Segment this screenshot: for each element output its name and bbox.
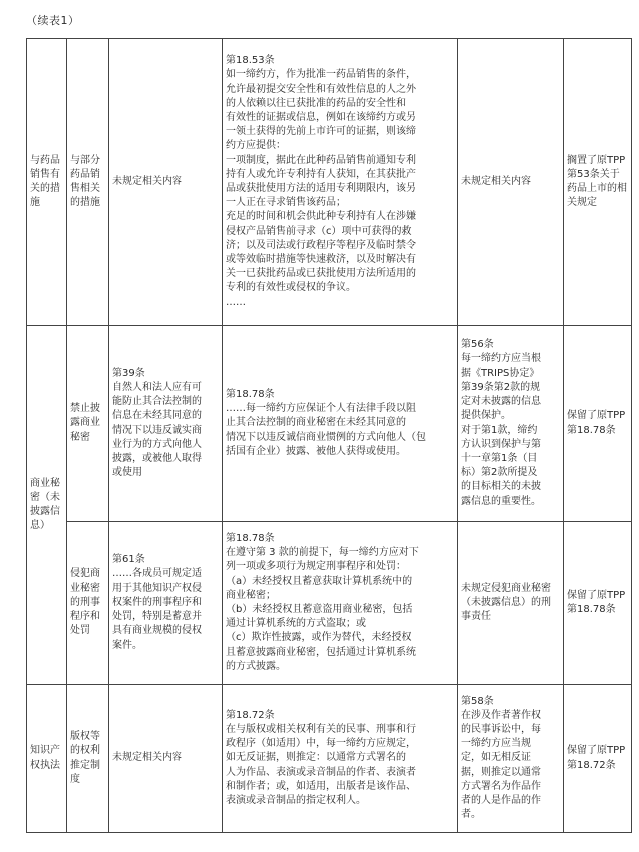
trips-cell — [109, 39, 223, 326]
note-cell — [564, 685, 632, 833]
cptpp-text: 第56条 每一缔约方应当根 据《TRIPS协定》 第39条第2款的规 定对未披露的信息 提供保护。 对于第1款，缔约 方认识到保护与第 十一章第1条（目 标）第2款所提及 的目标相关的未披 露信息的重要性。 — [461, 339, 541, 507]
category-cell — [27, 39, 67, 326]
subcategory-label: 版权等的权利推定制度 — [70, 731, 100, 785]
note-cell — [564, 39, 632, 326]
category-cell — [27, 326, 67, 685]
subcategory-label: 禁止披露商业秘密 — [70, 403, 100, 443]
table-row-trade-secret-disclosure — [27, 326, 632, 522]
trips-cell — [109, 522, 223, 685]
category-label: 商业秘密（未披露信息） — [30, 477, 60, 532]
cptpp-text: 未规定相关内容 — [461, 175, 531, 187]
subcategory-cell — [67, 39, 109, 326]
cptpp-text: 第58条 在涉及作者著作权 的民事诉讼中，每 一缔约方应当规 定，如无相反证 据，则推定以通常 方式署名为作品作 者的人是作品的作 者。 — [461, 695, 541, 821]
trips-text: 未规定相关内容 — [112, 752, 182, 764]
note-text: 保留了原TPP第18.72条 — [567, 745, 626, 771]
category-cell — [27, 685, 67, 833]
table-caption: （续表1） — [26, 14, 80, 27]
tpp-text: 第18.72条 在与版权或相关权利有关的民事、刑事和行 政程序（如适用）中，每一缔约方应规定， 如无反证据，则推定：以通常方式署名的 人为作品、表演或录音制品的作者、表演者 和制作者；或，如适用，出版者是该作品、 表演或录音制品的指定权利人。 — [226, 709, 416, 806]
tpp-cell — [223, 685, 458, 833]
trips-text: 第39条 自然人和法人应有可 能防止其合法控制的 信息在未经其同意的 情况下以违反诚实商 业行为的方式向他人 披露，或被他人取得 或使用 — [112, 367, 202, 479]
note-text: 保留了原TPP第18.78条 — [567, 410, 626, 436]
note-text: 保留了原TPP第18.78条 — [567, 589, 626, 615]
table-row-ip-enforcement — [27, 685, 632, 833]
note-text: 搁置了原TPP第53条关于药品上市的相关规定 — [567, 154, 627, 209]
comparison-table — [26, 38, 632, 833]
subcategory-cell — [67, 326, 109, 522]
trips-cell — [109, 685, 223, 833]
subcategory-cell — [67, 685, 109, 833]
category-label: 知识产权执法 — [30, 745, 60, 771]
note-cell — [564, 326, 632, 522]
cptpp-cell — [458, 685, 564, 833]
cptpp-text: 未规定侵犯商业秘密（未披露信息）的刑事责任 — [461, 582, 551, 623]
subcategory-label: 与部分药品销售相关的措施 — [70, 154, 100, 209]
tpp-cell — [223, 522, 458, 685]
cptpp-cell — [458, 522, 564, 685]
table-row-trade-secret-criminal — [27, 522, 632, 685]
tpp-text: 第18.53条 如一缔约方，作为批准一药品销售的条件， 允许最初提交安全性和有效性信息的人之外 的人依赖以往已获批准的药品的安全性和 有效性的证据或信息，例如在该缔约方或另 一领土获得的先前上市许可的证据，则该缔 约方应提供： 一项制度，据此在此种药品销售前通知专利 持有人或允许专利持有人获知，在其获批产 品或获批使用方法的适用专利期限内，该另 一人正在寻求销售该药品； 充足的时间和机会供此种专利持有人在涉嫌 侵权产品销售前寻求（c）项中可获得的救 济；以及司法或行政程序等程序及临时禁令 或等效临时措施等快速救济，以及时解决有 关一已获批药品或已获批使用方法所适用的 专利的有效性或侵权的争议。 …… — [226, 55, 416, 308]
tpp-cell — [223, 39, 458, 326]
trips-text: 第61条 ……各成员可规定适 用于其他知识产权侵 权案件的刑事程序和 处罚，特别是蓄意并 具有商业规模的侵权 案件。 — [112, 554, 202, 651]
cptpp-cell — [458, 326, 564, 522]
category-label: 与药品销售有关的措施 — [30, 154, 60, 209]
subcategory-cell — [67, 522, 109, 685]
trips-cell — [109, 326, 223, 522]
table-row-pharma — [27, 39, 632, 326]
tpp-text: 第18.78条 ……每一缔约方应保证个人有法律手段以阻 止其合法控制的商业秘密在未经其同意的 情况下以违反诚信商业惯例的方式向他人（包 括国有企业）披露、被他人获得或使用。 — [226, 388, 426, 457]
subcategory-label: 侵犯商业秘密的刑事程序和处罚 — [70, 568, 100, 637]
tpp-text: 第18.78条 在遵守第 3 款的前提下，每一缔约方应对下 列一项或多项行为规定刑事程序和处罚： （a）未经授权且蓄意获取计算机系统中的 商业秘密； （b）未经授权且蓄意盗用商业秘密，包括 通过计算机系统的方式盗取；或 （c）欺诈性披露，或作为替代，未经授权 且蓄意披露商业秘密，包括通过计算机系统 的方式披露。 — [226, 532, 419, 672]
trips-text: 未规定相关内容 — [112, 175, 182, 187]
tpp-cell — [223, 326, 458, 522]
cptpp-cell — [458, 39, 564, 326]
note-cell — [564, 522, 632, 685]
